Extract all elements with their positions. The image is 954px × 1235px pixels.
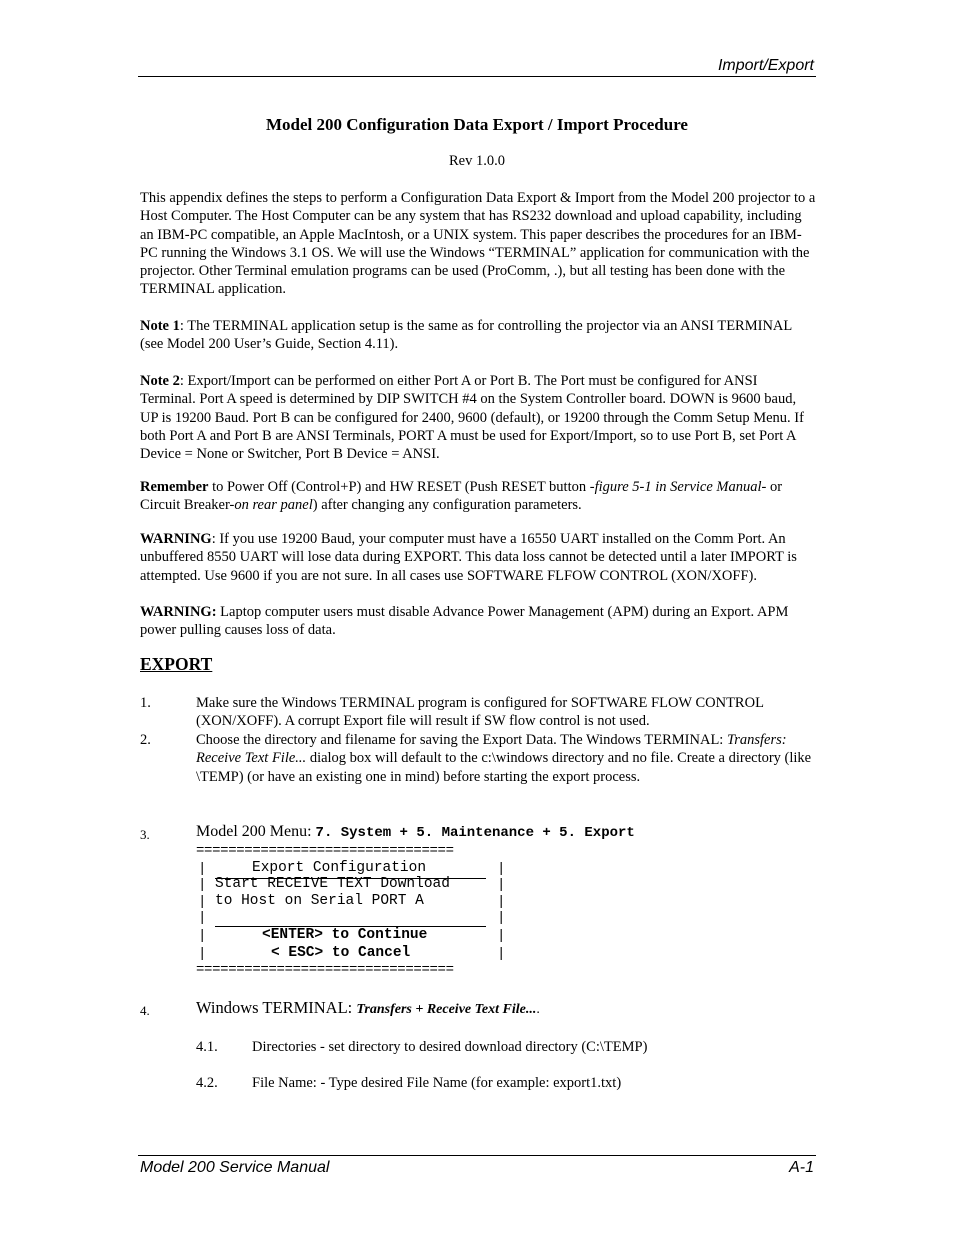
dialog-title: Export Configuration bbox=[252, 860, 427, 876]
remember-label: Remember bbox=[140, 479, 209, 495]
dialog-bottom-rule: ================================ bbox=[196, 962, 454, 978]
substep-4-1-number: 4.1. bbox=[196, 1039, 218, 1055]
step-3-line bbox=[196, 823, 635, 841]
dialog-right-border: | bbox=[497, 946, 506, 962]
dialog-right-border: | bbox=[497, 877, 506, 893]
export-heading: EXPORT bbox=[140, 654, 213, 674]
warning-1-text: : If you use 19200 Baud, your computer must have a 16550 UART installed on the Comm Port. An unbuffered 8550 UART will lose data during EXPORT. This data loss cannot be detected until a later IMPORT is attempted. Use 9600 if you are not sure. In all cases use SOFTWARE FLFOW CONTROL (XON/XOFF). bbox=[140, 531, 797, 584]
remember-text-2: - or Circuit Breaker- bbox=[140, 479, 783, 514]
dialog-left-border: | bbox=[198, 877, 207, 893]
dialog-left-border: | bbox=[198, 894, 207, 910]
warning-1-label: WARNING bbox=[140, 531, 212, 547]
remember-text-3: ) after changing any configuration parameters. bbox=[312, 497, 582, 514]
dialog-left-border: | bbox=[198, 910, 207, 926]
step-3-label: Model 200 Menu: bbox=[196, 823, 316, 840]
step-2-rest: dialog box will default to the c:\windows directory and no file. Create a directory (like \TEMP) (or have an existing one in mind) before starting the export process. bbox=[196, 750, 812, 785]
step-4-label: Windows TERMINAL: bbox=[196, 998, 357, 1017]
note-1-text: : The TERMINAL application setup is the same as for controlling the projector via an ANSI TERMINAL (see Model 200 User’s Guide, Section 4.11). bbox=[140, 318, 792, 353]
footer-page-number: A-1 bbox=[789, 1159, 814, 1176]
revision: Rev 1.0.0 bbox=[449, 153, 505, 169]
step-3-number: 3. bbox=[140, 827, 150, 842]
step-4-number: 4. bbox=[140, 1003, 150, 1018]
menu-command: 7. System + 5. Maintenance + 5. Export bbox=[315, 825, 635, 841]
note-1 bbox=[140, 317, 816, 354]
dialog-left-border: | bbox=[198, 861, 207, 877]
export-dialog bbox=[196, 843, 508, 978]
dialog-right-border: | bbox=[497, 910, 506, 926]
step-2-number: 2. bbox=[140, 732, 151, 748]
note-2-text: : Export/Import can be performed on either Port A or Port B. The Port must be configured for ANSI Terminal. Port A speed is determined by DIP SWITCH #4 on the System Controller board. DOWN is 9600 baud, UP is 19200 Baud. Port B can be configured for 2400, 9600 (default), or 19200 through the Comm Setup Menu. If both Port A and Port B are ANSI Terminals, PORT A must be used for Export/Import, so to use Port B, set Port A Device = None or Switcher, Port B Device = ANSI. bbox=[140, 373, 804, 463]
note-2-label: Note 2 bbox=[140, 373, 180, 389]
warning-1 bbox=[140, 530, 816, 585]
header-section: Import/Export bbox=[717, 57, 814, 74]
dialog-line-1: Start RECEIVE TEXT Download bbox=[215, 876, 450, 892]
dialog-right-border: | bbox=[497, 861, 506, 877]
dialog-top-rule: ================================ bbox=[196, 843, 454, 859]
dialog-right-border: | bbox=[497, 894, 506, 910]
step-4-line bbox=[196, 998, 540, 1018]
remember-italic-2: on rear panel bbox=[234, 497, 313, 514]
remember-italic-1: figure 5-1 in Service Manual bbox=[594, 479, 762, 495]
step-1-number: 1. bbox=[140, 695, 151, 711]
document-title: Model 200 Configuration Data Export / Import Procedure bbox=[266, 115, 688, 134]
footer-manual-title: Model 200 Service Manual bbox=[140, 1159, 330, 1176]
step-2-italic: Transfers: Receive Text File... bbox=[196, 732, 787, 767]
esc-cancel-option: < ESC> to Cancel bbox=[271, 945, 411, 961]
substep-4-2-number: 4.2. bbox=[196, 1075, 218, 1091]
enter-continue-option: <ENTER> to Continue bbox=[262, 927, 428, 943]
warning-2 bbox=[140, 603, 816, 640]
substep-4-2-text: File Name: - Type desired File Name (for example: export1.txt) bbox=[252, 1075, 622, 1091]
dialog-line-2: to Host on Serial PORT A bbox=[215, 893, 424, 909]
intro-paragraph: This appendix defines the steps to perform a Configuration Data Export & Import from the Model 200 projector to a Host Computer. The Host Computer can be any system that has RS232 download and upload capability, including an IBM-PC compatible, an Apple MacIntosh, or a UNIX system. This paper describes the procedures for an IBM-PC running the Windows 3.1 OS. We will use the Windows “TERMINAL” application for communication with the projector. Other Terminal emulation programs can be used (ProComm, .), but all testing has been done with the TERMINAL application. bbox=[140, 190, 816, 298]
warning-2-text: Laptop computer users must disable Advance Power Management (APM) during an Export. APM power pulling causes loss of data. bbox=[140, 604, 789, 639]
dialog-right-border: | bbox=[497, 928, 506, 944]
step-4-tail: . bbox=[536, 1002, 540, 1017]
dialog-left-border: | bbox=[198, 946, 207, 962]
remember-paragraph bbox=[140, 478, 816, 515]
note-2 bbox=[140, 372, 816, 463]
note-1-label: Note 1 bbox=[140, 318, 180, 334]
remember-text-1: to Power Off (Control+P) and HW RESET (Push RESET button - bbox=[208, 479, 595, 495]
step-1-text: Make sure the Windows TERMINAL program is configured for SOFTWARE FLOW CONTROL (XON/XOFF). A corrupt Export file will result if SW flow control is not used. bbox=[196, 695, 764, 730]
warning-2-label: WARNING: bbox=[140, 604, 217, 620]
substep-4-1-text: Directories - set directory to desired download directory (C:\TEMP) bbox=[252, 1039, 648, 1055]
page-header bbox=[138, 56, 816, 77]
terminal-command: Transfers + Receive Text File... bbox=[356, 1002, 537, 1017]
page-footer bbox=[138, 1155, 816, 1180]
step-2-lead: Choose the directory and filename for saving the Export Data. The Windows TERMINAL: bbox=[196, 732, 727, 748]
dialog-left-border: | bbox=[198, 928, 207, 944]
step-2-text bbox=[196, 731, 816, 786]
